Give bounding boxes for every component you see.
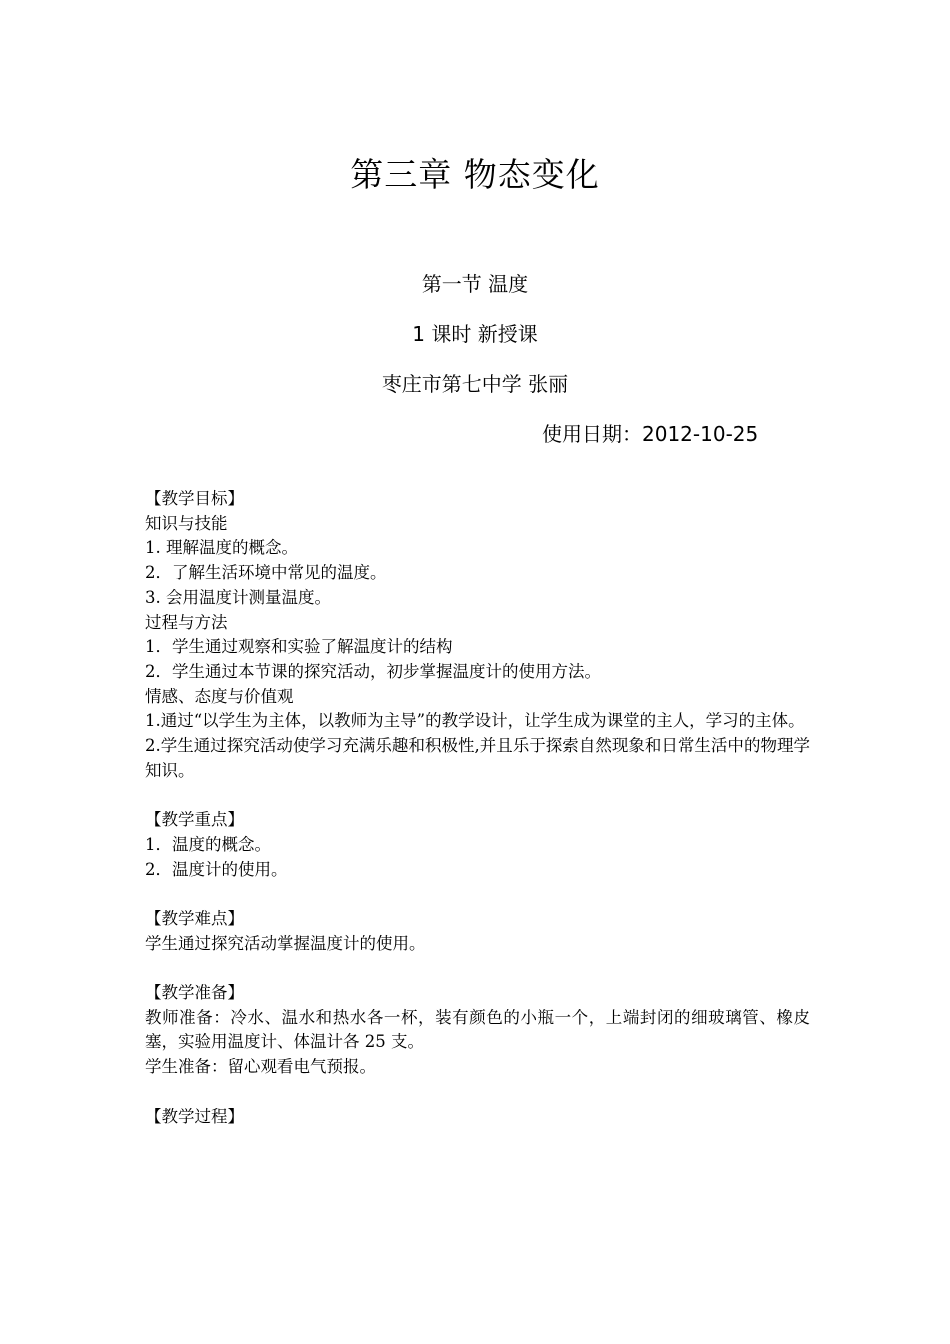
student-preparation: 学生准备：留心观看电气预报。 [145, 1057, 376, 1077]
objectives-heading: 【教学目标】 [145, 489, 244, 508]
key-point-item: 2．温度计的使用。 [145, 859, 288, 879]
page-title: 第三章 物态变化 [350, 155, 600, 194]
knowledge-item: 3. 会用温度计测量温度。 [145, 587, 331, 607]
emotion-item: 2.学生通过探究活动使学习充满乐趣和积极性,并且乐于探索自然现象和日常生活中的物理学知识。 [145, 736, 810, 780]
key-point-item: 1．温度的概念。 [145, 834, 271, 854]
teaching-process-heading: 【教学过程】 [145, 1106, 244, 1126]
author-line: 枣庄市第七中学 张丽 [381, 372, 569, 396]
spacer [145, 783, 810, 808]
difficulties-heading: 【教学难点】 [145, 908, 244, 928]
preparation-heading: 【教学准备】 [145, 983, 244, 1003]
section-title: 第一节 温度 [421, 272, 529, 296]
spacer [145, 956, 810, 981]
knowledge-item: 2．了解生活环境中常见的温度。 [145, 563, 387, 583]
teacher-preparation: 教师准备：冷水、温水和热水各一杯，装有颜色的小瓶一个，上端封闭的细玻璃管、橡皮塞，实验用温度计、体温计各 25 支。 [145, 1007, 810, 1052]
emotion-item: 1.通过“以学生为主体，以教师为主导”的教学设计，让学生成为课堂的主人，学习的主体。 [145, 711, 805, 731]
spacer [145, 882, 810, 907]
process-item: 1．学生通过观察和实验了解温度计的结构 [145, 637, 453, 657]
process-item: 2．学生通过本节课的探究活动，初步掌握温度计的使用方法。 [145, 661, 601, 681]
lesson-type: 1 课时 新授课 [412, 322, 538, 346]
knowledge-skills-title: 知识与技能 [145, 513, 228, 533]
lesson-plan-body [145, 487, 810, 1129]
spacer [145, 1080, 810, 1105]
usage-date: 使用日期：2012-10-25 [542, 422, 759, 446]
key-points-heading: 【教学重点】 [145, 810, 244, 830]
process-methods-title: 过程与方法 [145, 612, 228, 632]
knowledge-item: 1. 理解温度的概念。 [145, 538, 298, 558]
emotion-values-title: 情感、态度与价值观 [145, 686, 294, 706]
difficulties-text: 学生通过探究活动掌握温度计的使用。 [145, 933, 426, 953]
